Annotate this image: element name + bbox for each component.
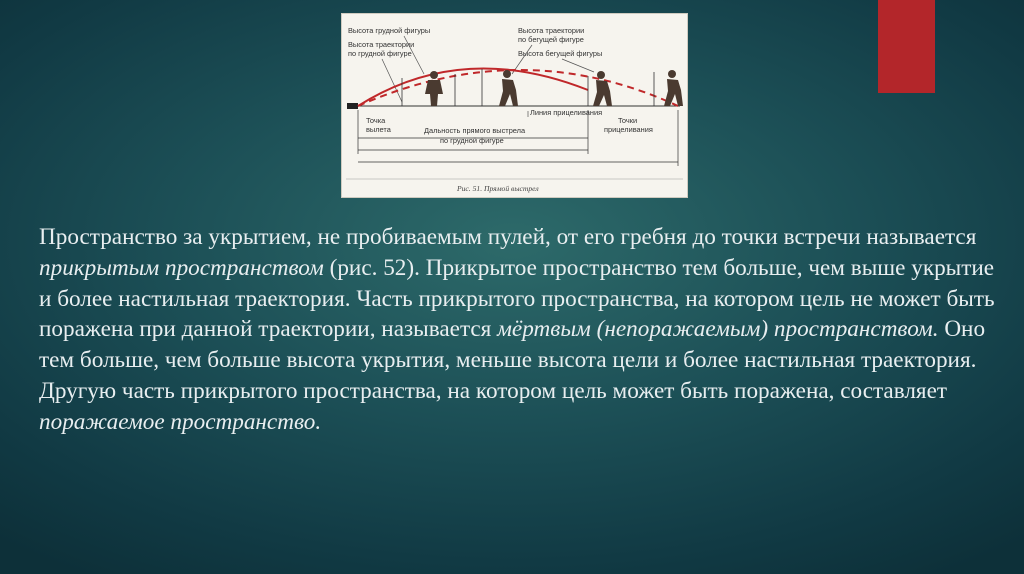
text-segment-1: Пространство за укрытием, не пробиваемым пулей, от его гребня до точки встречи называется — [39, 224, 977, 250]
text-segment-2: (рис. 52). Прикрытое пространство тем больше, чем выше укрытие и более настильная траектория. Часть прикрытого пространства, на котором цель не может быть поражена при данной траектории, называется — [39, 254, 995, 343]
trajectory-chest — [358, 68, 588, 106]
label-sight-line: Линия прицеливания — [530, 108, 603, 117]
weapon-icon — [347, 103, 358, 109]
label-run-height: Высота бегущей фигуры — [518, 49, 603, 58]
label-departure-2: вылета — [366, 125, 391, 134]
figure-running-3 — [664, 70, 683, 106]
label-aim-2: прицеливания — [604, 125, 653, 134]
label-traj-chest-1: Высота траектории — [348, 40, 415, 49]
label-range-1: Дальность прямого выстрела — [424, 126, 526, 135]
label-traj-run-2: по бегущей фигуре — [518, 35, 584, 44]
label-aim-1: Точки — [618, 116, 638, 125]
label-traj-chest-2: по грудной фигуре — [348, 49, 412, 58]
body-paragraph — [39, 222, 999, 438]
figure-diagram — [342, 14, 687, 197]
accent-bar — [878, 0, 935, 93]
label-range-2: по грудной фигуре — [440, 136, 504, 145]
term-dead-space: мёртвым (непоражаемым) пространством. — [497, 316, 939, 343]
label-chest-height: Высота грудной фигуры — [348, 26, 431, 35]
figure-running-2 — [593, 71, 612, 106]
trajectory-running — [358, 70, 678, 106]
figure-caption: Рис. 51. Прямой выстрел — [457, 184, 539, 193]
figure-running-1 — [499, 70, 518, 106]
label-departure-1: Точка — [366, 116, 386, 125]
figure-direct-shot — [341, 13, 688, 198]
label-traj-run-1: Высота траектории — [518, 26, 585, 35]
term-hit-space: поражаемое пространство. — [39, 408, 322, 435]
term-covered-space: прикрытым пространством — [39, 254, 324, 281]
text-segment-3: Оно тем больше, чем больше высота укрытия, меньше высота цели и более настильная траектория. Другую часть прикрытого пространства, на котором цель может быть поражена, составляет — [39, 316, 986, 404]
